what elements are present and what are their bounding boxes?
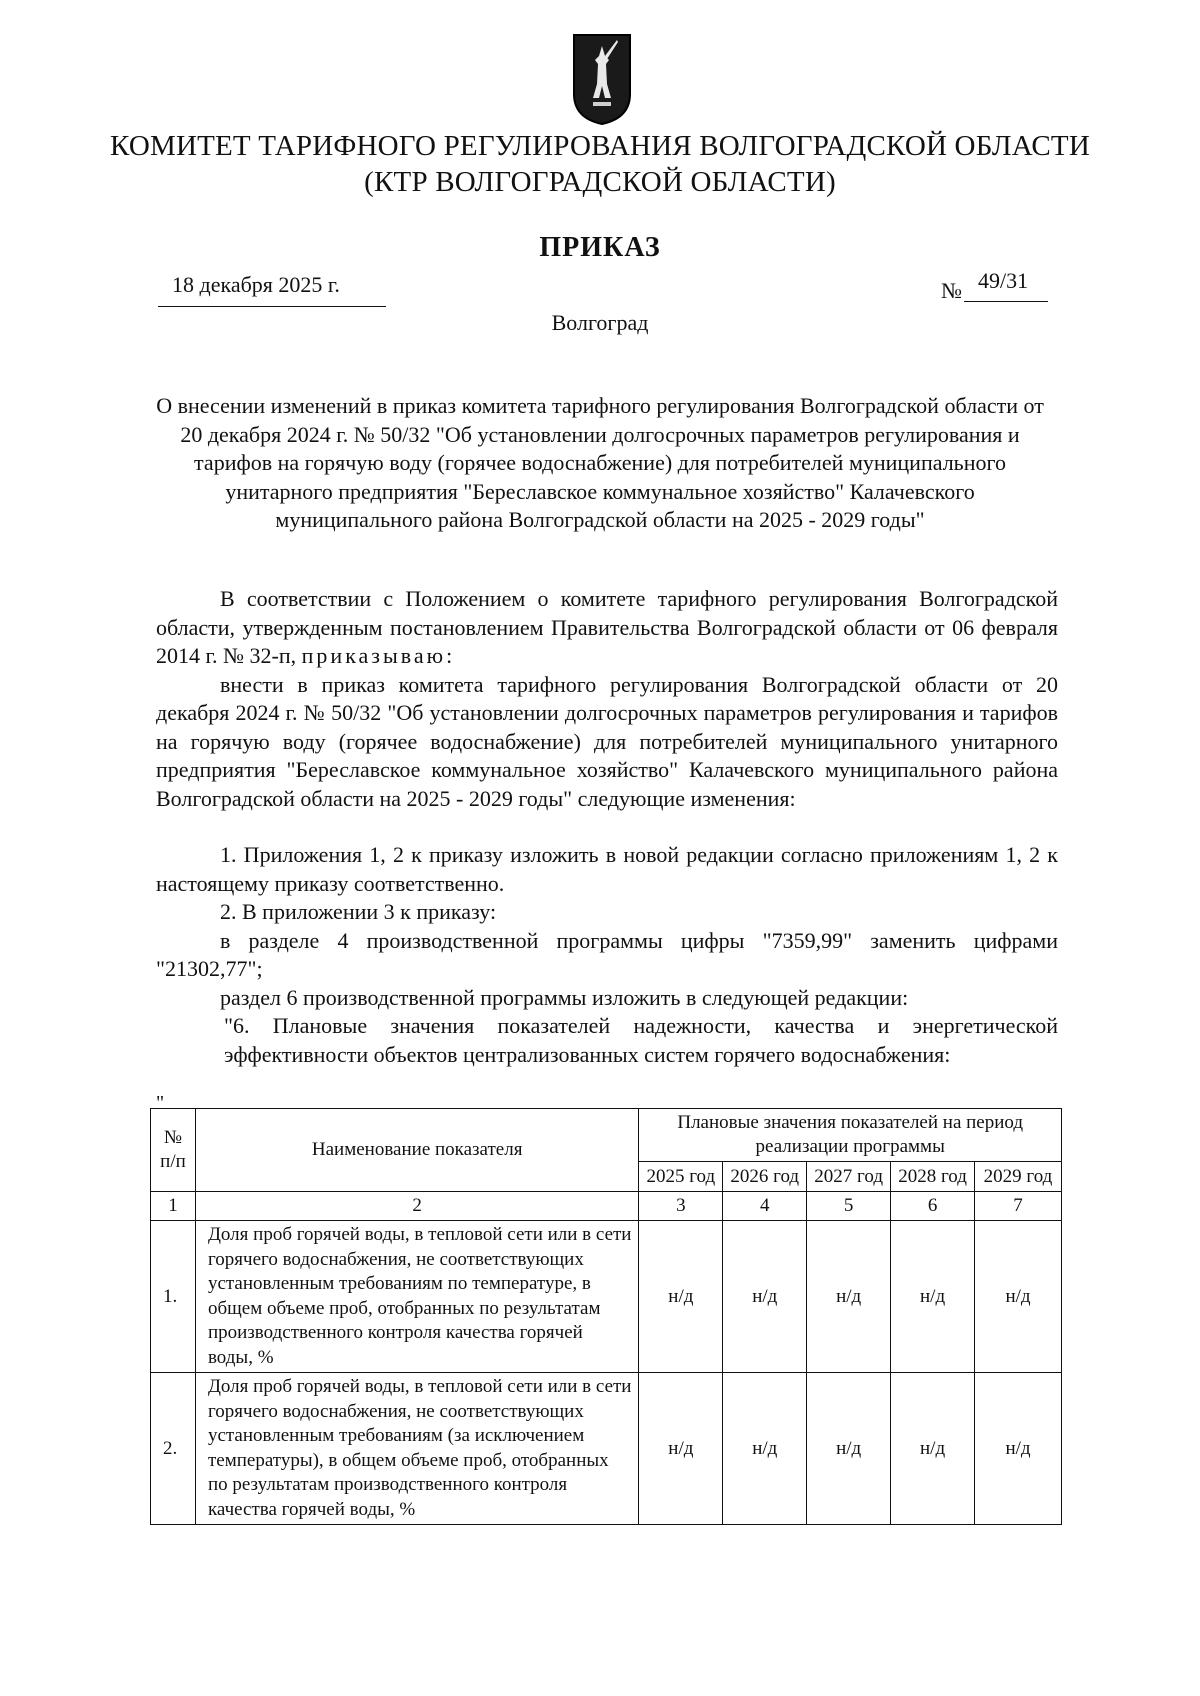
row-value: н/д <box>807 1373 891 1525</box>
index-cell: 4 <box>723 1192 807 1221</box>
table-header-row <box>151 1109 1062 1162</box>
row-value: н/д <box>723 1373 807 1525</box>
table-row <box>151 1373 1062 1525</box>
row-value: н/д <box>975 1221 1062 1373</box>
committee-abbreviation: (КТР ВОЛГОГРАДСКОЙ ОБЛАСТИ) <box>364 166 836 198</box>
item-2-a: в разделе 4 производственной программы цифры "7359,99" заменить цифрами "21302,77"; <box>156 927 1058 981</box>
item-2-b: раздел 6 производственной программы изложить в следующей редакции: <box>220 984 909 1010</box>
order-number-label: № <box>941 278 962 303</box>
row-value: н/д <box>807 1221 891 1373</box>
index-cell: 6 <box>891 1192 975 1221</box>
item-1: 1. Приложения 1, 2 к приказу изложить в новой редакции согласно приложениям 1, 2 к настоящему приказу соответственно. <box>156 842 1058 896</box>
order-city: Волгоград <box>551 310 649 335</box>
row-value: н/д <box>639 1221 723 1373</box>
header-num: № п/п <box>151 1109 196 1192</box>
opening-quote-mark: " <box>156 1092 165 1114</box>
row-value: н/д <box>723 1221 807 1373</box>
date-underline <box>158 306 386 307</box>
item-2-c: "6. Плановые значения показателей надежности, качества и энергетической эффективности объектов централизованных систем горячего водоснабжения: <box>224 1013 1058 1067</box>
index-cell: 7 <box>975 1192 1062 1221</box>
index-cell: 3 <box>639 1192 723 1221</box>
row-num: 1. <box>151 1221 196 1373</box>
committee-name: КОМИТЕТ ТАРИФНОГО РЕГУЛИРОВАНИЯ ВОЛГОГРАДСКОЙ ОБЛАСТИ <box>110 130 1090 162</box>
row-value: н/д <box>891 1221 975 1373</box>
row-value: н/д <box>891 1373 975 1525</box>
header-name: Наименование показателя <box>195 1109 638 1192</box>
row-value: н/д <box>639 1373 723 1525</box>
table-row <box>151 1221 1062 1373</box>
index-cell: 5 <box>807 1192 891 1221</box>
order-word: приказываю: <box>301 643 456 668</box>
header-year: 2029 год <box>975 1162 1062 1192</box>
order-number: 49/31 <box>978 268 1029 293</box>
index-cell: 1 <box>151 1192 196 1221</box>
order-date: 18 декабря 2025 г. <box>172 272 340 297</box>
intro-paragraph: внести в приказ комитета тарифного регулирования Волгоградской области от 20 декабря 2024 г. № 50/32 "Об установлении долгосрочных параметров регулирования и тарифов на горячую воду (горячее водоснабжение) для потребителей муниципального унитарного предприятия "Береславское коммунальное хозяйство" Калачевского муниципального района Волгоградской области на 2025 - 2029 годы" следующие изменения: <box>156 671 1058 811</box>
preamble-text: В соответствии с Положением о комитете тарифного регулирования Волгоградской области, утвержденным постановлением Правительства Волгоградской области от 06 февраля 2014 г. № 32-п, <box>156 586 1058 668</box>
header-year: 2028 год <box>891 1162 975 1192</box>
row-num: 2. <box>151 1373 196 1525</box>
order-body <box>156 585 1058 1069</box>
row-value: н/д <box>975 1373 1062 1525</box>
volgograd-emblem-icon <box>571 32 633 126</box>
preamble-paragraph <box>156 585 1058 671</box>
header-year: 2025 год <box>639 1162 723 1192</box>
header-year: 2026 год <box>723 1162 807 1192</box>
row-indicator-name: Доля проб горячей воды, в тепловой сети или в сети горячего водоснабжения, не соответствующих установленным требованиям по температуре, в общем объеме проб, отобранных по результатам производственного контроля качества горячей воды, % <box>195 1221 638 1373</box>
header-plan-group: Плановые значения показателей на период реализации программы <box>639 1109 1062 1162</box>
item-2: 2. В приложении 3 к приказу: <box>220 899 497 924</box>
index-cell: 2 <box>195 1192 638 1221</box>
indicators-table <box>150 1108 1062 1525</box>
order-subject: О внесении изменений в приказ комитета тарифного регулирования Волгоградской области от 20 декабря 2024 г. № 50/32 "Об установлении долгосрочных параметров регулирования и тарифов на горячую воду (горячее водоснабжение) для потребителей муниципального унитарного предприятия "Береславское коммунальное хозяйство" Калачевского муниципального района Волгоградской области на 2025 - 2029 годы" <box>156 393 1044 532</box>
order-title: ПРИКАЗ <box>539 232 661 263</box>
table-index-row <box>151 1192 1062 1221</box>
row-indicator-name: Доля проб горячей воды, в тепловой сети или в сети горячего водоснабжения, не соответствующих установленным требованиям (за исключением температуры), в общем объеме проб, отобранных по результатам производственного контроля качества горячей воды, % <box>195 1373 638 1525</box>
header-year: 2027 год <box>807 1162 891 1192</box>
number-underline <box>964 301 1048 302</box>
